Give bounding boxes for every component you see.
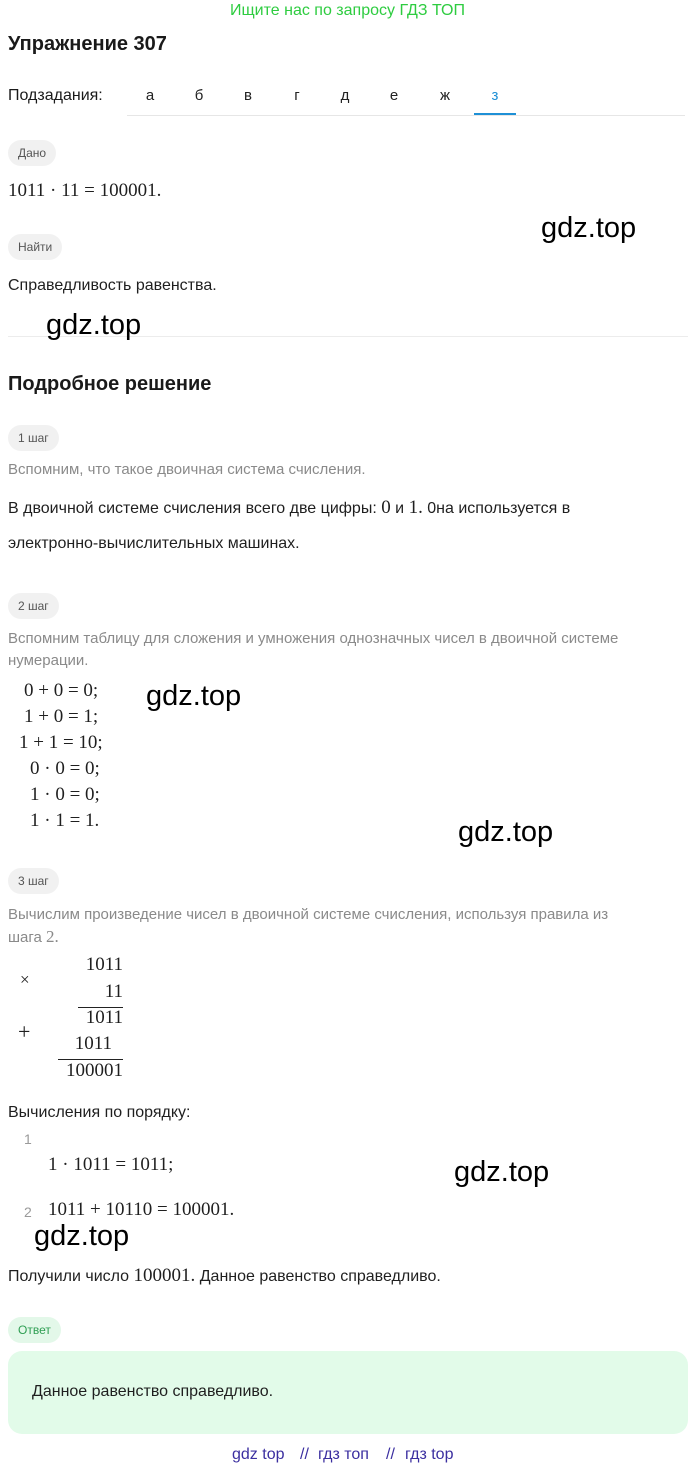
search-banner[interactable]: Ищите нас по запросу ГДЗ ТОП [230,2,465,19]
calc-step-num-1: 1 [24,1131,32,1147]
tab-z[interactable]: з [491,87,499,104]
solution-title: Подробное решение [8,373,212,395]
watermark: gdz.top [46,309,142,341]
digit-zero: 0 [381,497,391,518]
footer-link-gdz-top-ru[interactable]: гдз топ [318,1446,369,1463]
tab-zh[interactable]: ж [439,87,451,104]
multiplier: 11 [104,981,123,1002]
find-text: Справедливость равенства. [8,277,217,294]
page-title: Упражнение 307 [8,33,167,55]
given-formula: 1011 · 11 = 100001. [8,180,162,201]
table-row-4: 0 · 0 = 0; [30,758,100,779]
step3-badge: 3 шаг [8,868,59,894]
table-row-2: 1 + 0 = 1; [24,706,99,727]
tab-a[interactable]: а [145,87,155,104]
watermark: gdz.top [541,212,637,244]
partial-product-1: 1011 [85,1007,123,1028]
footer-separator: // [386,1446,395,1463]
table-row-5: 1 · 0 = 0; [30,784,100,805]
calc-step-expr-1: 1 · 1011 = 1011; [48,1154,174,1175]
step1-and: и [395,500,405,517]
footer-link-gdz-top-mixed[interactable]: гдз top [405,1446,454,1463]
order-label: Вычисления по порядку: [8,1104,191,1121]
table-row-3: 1 + 1 = 10; [19,732,103,753]
conclusion-text-a: Получили число [8,1268,130,1285]
conclusion [8,1265,441,1287]
step1-text-line2: электронно-вычислительных машинах. [8,535,300,552]
active-tab-indicator [474,113,516,115]
table-row-6: 1 · 1 = 1. [30,810,100,831]
answer-badge: Ответ [8,1317,61,1343]
find-badge: Найти [8,234,62,260]
digit-one: 1. [408,497,423,518]
product-result: 100001 [66,1060,123,1081]
step1-text-b: 0на используется в [427,500,571,517]
footer-link-gdz-top[interactable]: gdz top [232,1446,285,1463]
calc-step-expr-2: 1011 + 10110 = 100001. [48,1199,235,1220]
step3-hint-num: 2. [46,927,59,946]
tab-g[interactable]: г [294,87,300,104]
step2-hint-line2: нумерации. [8,652,89,669]
plus-sign: + [18,1019,31,1044]
answer-text: Данное равенство справедливо. [32,1383,274,1400]
watermark: gdz.top [146,680,242,712]
tab-e[interactable]: е [389,87,399,104]
times-sign: × [20,970,30,989]
tab-d[interactable]: д [340,87,350,104]
footer-separator: // [300,1446,309,1463]
multiplicand: 1011 [85,954,123,975]
step3-hint-line1: Вычислим произведение чисел в двоичной системе счисления, используя правила из [8,906,609,923]
step1-hint: Вспомним, что такое двоичная система счисления. [8,461,366,478]
step3-hint-line2 [8,926,59,949]
step1-text-a: В двоичной системе счисления всего две цифры: [8,500,377,517]
step2-badge: 2 шаг [8,593,59,619]
tab-v[interactable]: в [244,87,252,104]
step1-badge: 1 шаг [8,425,59,451]
watermark: gdz.top [458,816,554,848]
conclusion-number: 100001. [133,1265,196,1286]
tab-b[interactable]: б [194,87,204,104]
calc-step-num-2: 2 [24,1204,32,1220]
watermark: gdz.top [454,1156,550,1188]
step3-hint-word: шага [8,929,42,946]
step1-text-line1 [8,497,570,519]
subtasks-divider [127,115,685,116]
partial-product-2: 1011 [74,1033,112,1054]
subtasks-label: Подзадания: [8,87,103,104]
step2-hint-line1: Вспомним таблицу для сложения и умножения однозначных чисел в двоичной системе [8,630,619,647]
watermark: gdz.top [34,1220,130,1252]
conclusion-text-b: Данное равенство справедливо. [199,1268,441,1285]
table-row-1: 0 + 0 = 0; [24,680,99,701]
given-badge: Дано [8,140,56,166]
